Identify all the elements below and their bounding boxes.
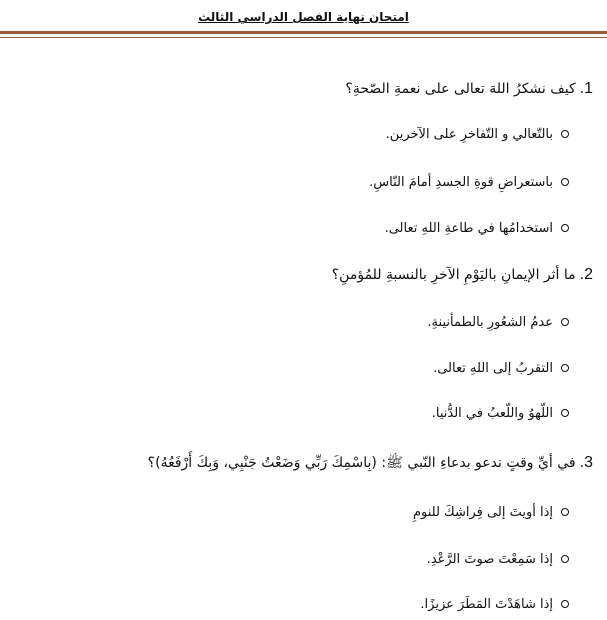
q2-option-1[interactable]	[20, 315, 569, 330]
option-text: إذا أويتَ إلى فِراشِكَ للنومِ	[412, 505, 553, 520]
option-text: باستعراضِ قوةِ الجسدِ أمامَ النّاسِ.	[369, 175, 553, 190]
question-number: 1.	[579, 80, 593, 97]
radio-circle-icon	[561, 364, 569, 372]
option-text: إذا شاهَدْتَ المَطَرَ عزيزًا.	[420, 597, 553, 612]
radio-circle-icon	[561, 178, 569, 186]
radio-circle-icon	[561, 318, 569, 326]
q3-option-3[interactable]	[20, 597, 569, 612]
radio-circle-icon	[561, 508, 569, 516]
q1-option-2[interactable]	[20, 175, 569, 190]
question-3	[20, 454, 593, 474]
q2-option-3[interactable]	[20, 406, 569, 421]
radio-circle-icon	[561, 224, 569, 232]
option-text: استخدامُها في طاعةِ اللهِ تعالى.	[384, 221, 553, 236]
option-text: إذا سَمِعْتَ صوتَ الرَّعْدِ.	[426, 552, 553, 567]
question-number: 3.	[579, 454, 593, 471]
question-text: ما أثر الإيمانِ باليَوْمِ الآخرِ بالنسبةِ للمُؤمنِ؟	[331, 267, 576, 283]
question-2	[20, 266, 593, 284]
q2-option-2[interactable]	[20, 361, 569, 376]
question-1	[20, 80, 593, 98]
option-text: عدمُ الشعُورِ بالطمأنينةِ.	[427, 315, 553, 330]
q3-option-1[interactable]	[20, 505, 569, 520]
option-text: التقربُ إلى اللهِ تعالى.	[433, 361, 553, 376]
q3-option-2[interactable]	[20, 552, 569, 567]
radio-circle-icon	[561, 130, 569, 138]
header-divider-thick	[0, 31, 607, 34]
q1-option-3[interactable]	[20, 221, 569, 236]
radio-circle-icon	[561, 555, 569, 563]
exam-title: امتحان نهاية الفصل الدراسي الثالث	[198, 10, 409, 24]
question-number: 2.	[579, 266, 593, 283]
question-text: كيف نشكرُ اللهَ تعالى على نعمةِ الصّحةِ؟	[345, 81, 576, 97]
q1-option-1[interactable]	[20, 127, 569, 142]
option-text: اللّهوُ واللّعبُ في الدُّنيا.	[431, 406, 553, 421]
option-text: بالتّعالي و التّفاخرِ على الآخرين.	[385, 127, 553, 142]
header-divider-thin	[0, 37, 607, 38]
radio-circle-icon	[561, 600, 569, 608]
question-text: في أيِّ وقتٍ ندعو بدعاءِ النّبي ﷺ: (بِاسْمِكَ رَبِّي وَضَعْتُ جَنْبِي، وَبِكَ أَرْفَعُهُ)؟	[147, 455, 576, 471]
radio-circle-icon	[561, 409, 569, 417]
